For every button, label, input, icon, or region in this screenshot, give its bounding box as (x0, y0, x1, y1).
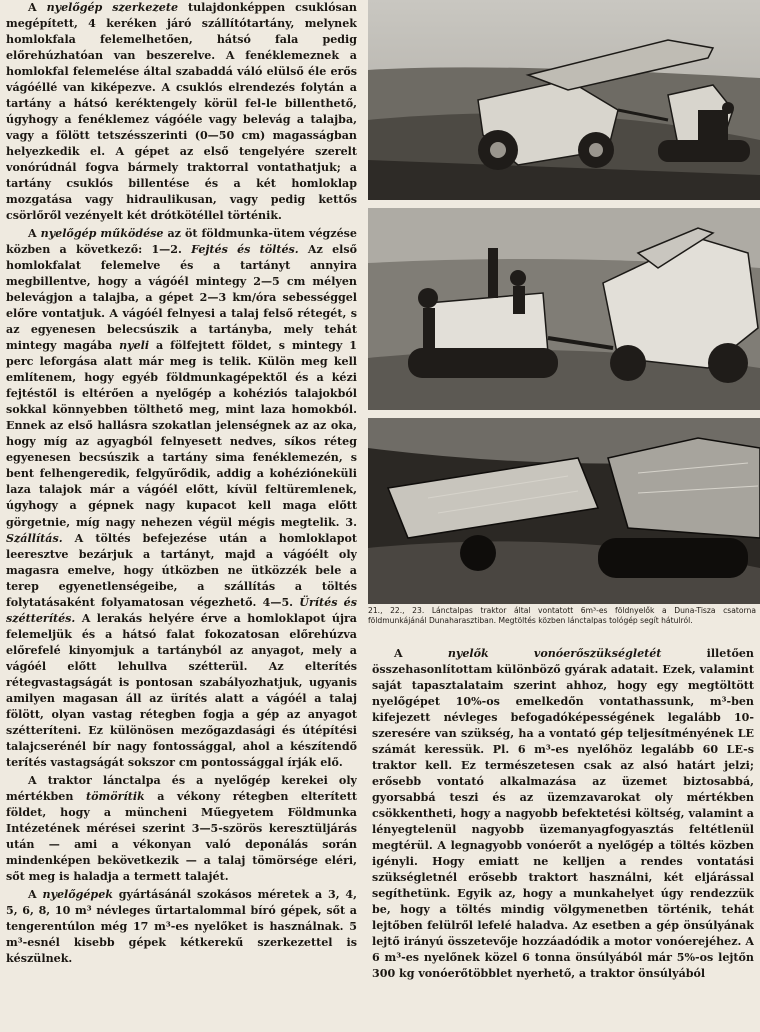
text-run: A töltés befejezése után a homloklapot leeresztve bezárjuk a tartányt, majd a vágóélt oly magasra emelve, hogy útközben ne ütközzék bele a terep egyenetlenségeibe, a szállítás a töltés folytatásaként folyamatosan végezhető. 4—5. (6, 531, 357, 609)
photo-22-tractor-and-scraper (368, 208, 760, 410)
emphasis-run: Ürítés és szétterítés. (6, 595, 357, 625)
text-run: A (28, 227, 41, 241)
emphasis-run: nyelőgépek (42, 887, 113, 901)
left-text-column (6, 0, 357, 1032)
emphasis-run: tömörítik (85, 789, 145, 803)
paragraph (372, 646, 754, 982)
figure-photo-stack (368, 0, 760, 648)
paragraph (6, 887, 357, 967)
photo-23-loading-with-pusher (368, 418, 760, 604)
text-run: gyártásánál szokásos méretek a 3, 4, 5, 6, 8, 10 m³ névleges űrtartalommal bíró gépek, sőt a tengerentúlon még 17 m³-es nyelőket is használnak. 5 m³-esnél kisebb gépek kétkerekű szerkezettel is készülnek. (6, 887, 357, 965)
emphasis-run: Fejtés és töltés. (191, 243, 299, 257)
right-text-column (372, 646, 754, 1032)
photo-21-scraper-train (368, 0, 760, 200)
paragraph (6, 0, 357, 224)
text-run: a fölfejtett földet, s mintegy 1 perc leforgása alatt már meg is telik. Külön meg kell említenem, hogy egyéb földmunkagépektől és a kézi fejtéstől is eltérően a nyelőgép a kohéziós talajokból sokkal könnyebben tölthető meg, mint laza homokból. Ennek az első hallásra szokatlan jelenségnek az az oka, hogy míg az agyagból felnyesett nedves, síkos réteg egyenesen becsúszik a tartány sima fenéklemezén, s bent felhengeredik, felgyűrődik, addig a kohézióneküli laza talajok már a vágóél előtt, kívül feltüremlenek, úgyhogy a gépnek nagy kupacot kell maga előtt görgetnie, míg nagy nehezen végül mégis megtelik. 3. (6, 339, 357, 529)
emphasis-run: nyelőgép szerkezete (46, 1, 179, 14)
text-run: A (394, 647, 448, 660)
paragraph (6, 226, 357, 771)
text-run: Az első homlokfalat felemelve és a tartányt annyira megbillentve, hogy a vágóél mintegy 2—5 cm mélyen belevágjon a talajba, a gépet 2—3 km/óra sebességgel előre vontatjuk. A vágóél felnyesi a talaj felső rétegét, s az egyenesen belecsúszik a tartányba, mely tehát mintegy magába (6, 243, 357, 353)
text-run: az öt földmunka-ütem végzése közben a következő: 1—2. (6, 227, 357, 257)
emphasis-run: nyelőgép működése (40, 227, 164, 241)
figure-caption: 21., 22., 23. Lánctalpas traktor által vontatott 6m³-es földnyelők a Duna-Tisza csatorna földmunkájánál Dunaharasztiban. Megtöltés közben lánctalpas tológép segít hátulról. (368, 606, 756, 625)
text-run: A (28, 887, 43, 901)
emphasis-run: nyelők vonóerőszükségletét (447, 647, 662, 660)
text-run: illetően összehasonlítottam különböző gyárak adatait. Ezek, valamint saját tapasztalataim szerint ahhoz, hogy egy megtöltött nyelőgépet 10%-os emelkedőn vontathassunk, m³-ben kifejezett névleges befogadóképességének legalább 10-szeresére van szükség, ha a vontató gép teljesítményének LE számát keressük. Pl. 6 m³-es nyelőhöz legalább 60 LE-s traktor kell. Ez természetesen csak az alsó határt jelzi; erősebb vontató alkalmazása az üzemet biztosabbá, gyorsabbá teszi és az üzemzavarokat oly mértékben csökkentheti, hogy a nagyobb befektetési költség, valamint a lényegtelenül nagyobb üzemanyagfogyasztás feltétlenül megtérül. A legnagyobb vonóerőt a nyelőgép a töltés közben igényli. Hogy emiatt ne kelljen a rendes vontatási szükségletnél erősebb traktort használni, két eljárással segíthetünk. Egyik az, hogy a munkahelyet úgy rendezzük be, hogy a töltés mindig völgymenetben történik, tehát lejtőben felülről lefelé haladva. Az esetben a gép önsúlyának lejtő irányú összetevője hozzáadódik a motor vonóerejéhez. A 6 m³-es nyelőnek közel 6 tonna önsúlyából már 5%-os lejtőn 300 kg vonóerőtöbblet nyerhető, a traktor önsúlyából (372, 647, 754, 981)
text-run: A traktor lánctalpa és a nyelőgép kerekei oly mértékben (6, 773, 357, 803)
text-run: tulajdonképpen csuklósan megépített, 4 keréken járó szállítótartány, melynek homlokfala felemelhetően, hátsó fala pedig előrehúzhatóan van beszerelve. A fenéklemeznek a homlokfal felemelése által szabaddá váló elülső éle erős vágóéllé van kiképezve. A csuklós elrendezés folytán a tartány a hátsó keréktengely körül fel-le billenthető, úgyhogy a fenéklemez vágóéle vagy belevág a talajba, vagy a fölött tetszésszerinti (0—50 cm) magasságban helyezkedik el. A gépet az első tengelyére szerelt vonórúdnál fogva bármely traktorral vontathatjuk; a tartány csuklós billentése és a két homloklap mozgatása vagy hidraulikusan, vagy pedig kettős csörlőről vezényelt két drótkötéllel történik. (6, 1, 357, 223)
paragraph (6, 773, 357, 885)
text-run: A lerakás helyére érve a homloklapot újra felemeljük és a hátsó falat fokozatosan előrehúzva előrefelé kinyomjuk a tartányból az anyagot, mely a vágóél előtt lehullva szétterül. Az elterítés rétegvastagságát is pontosan szabályozhatjuk, ugyanis amilyen magasan áll az ürítés alatt a vágóél a talaj fölött, olyan vastag rétegben fogja a gép az anyagot szétteríteni. Ez különösen mezőgazdasági és útépítési talajcserénél bír nagy fontossággal, ahol a készítendő terítés vastagságát sokszor cm pontossággal írják elő. (6, 611, 357, 769)
text-run: a vékony rétegben elterített földet, hogy a müncheni Műegyetem Földmunka Intézetének mérései szerint 3—5-szörös keresztüljárás után — ami a vékonyan való deponálás során mindenképen bekövetkezik — a talaj tömörsége eléri, sőt meg is haladja a termett talajét. (6, 789, 357, 883)
text-run: A (28, 1, 47, 14)
emphasis-run: Szállítás. (6, 531, 63, 545)
emphasis-run: nyeli (119, 339, 150, 353)
